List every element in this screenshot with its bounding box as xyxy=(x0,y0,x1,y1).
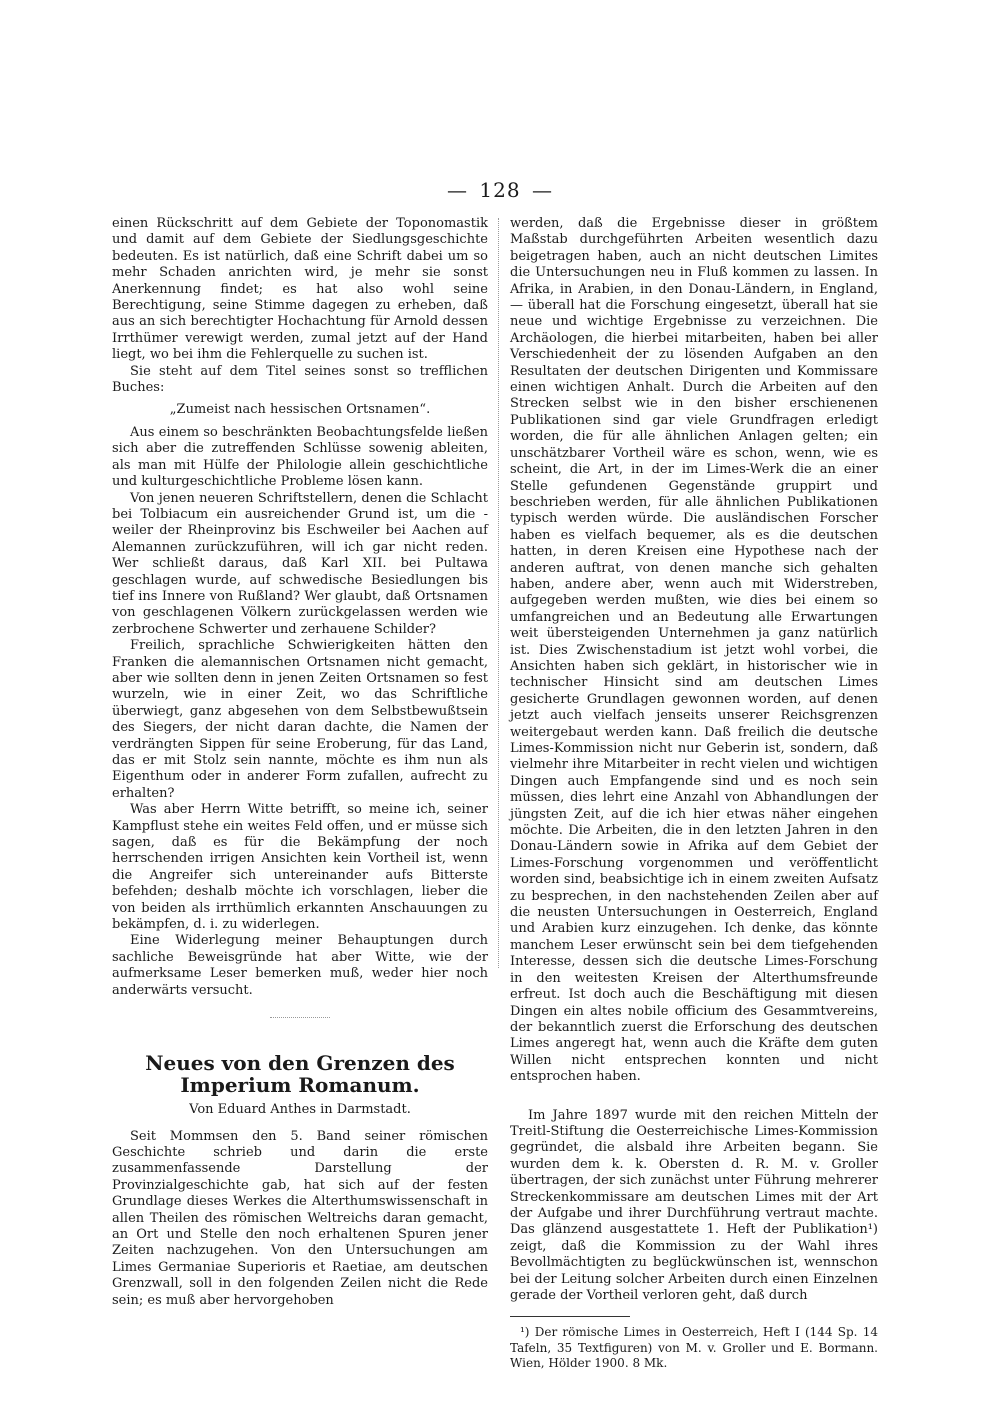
article-heading: Neues von den Grenzen des Imperium Romanum. xyxy=(145,1051,455,1098)
right-paragraph-2: Im Jahre 1897 wurde mit den reichen Mitteln der Treitl-Stiftung die Oesterreichische Limes-Kommission gegründet, die alsbald ihre Arbeiten begann. Sie wurden dem k. k. Obersten d. R. M. v. Groller übertragen, der sich zunächst unter Führung mehrerer Streckenkommissare am deutschen Limes mit der Art der Aufgabe und ihrer Durchführung vertraut machte. Das glänzend ausgestattete 1. Heft der Publikation¹) zeigt, daß die Kommission zu der Wahl ihres Bevollmächtigten zu beglückwünschen ist, wennschon bei der Leitung solcher Arbeiten durch einen Einzelnen gerade der Vortheil verloren geht, daß durch xyxy=(510,1107,878,1303)
left-paragraph-4: Von jenen neueren Schriftstellern, denen die Schlacht bei Tolbiacum ein ausreichender Grund ist, um die -weiler der Rheinprovinz bis Eschweiler bei Aachen auf Alemannen zurückzuführen, will ich gar nicht reden. Wer schließt daraus, daß Karl XII. bei Pultawa geschlagen wurde, auf schwedische Besiedlungen bis tief ins Innere von Rußland? Wer glaubt, daß Ortsnamen von geschlagenen Völkern zurückgelassen werden wie zerbrochene Schwerter und zerhauene Schilder? xyxy=(112,490,488,637)
section-separator xyxy=(270,1017,330,1018)
page-number-value: 128 xyxy=(479,178,521,202)
right-column xyxy=(510,216,878,1372)
page-number: — 128 — xyxy=(447,178,553,202)
left-paragraph-1: einen Rückschritt auf dem Gebiete der Toponomastik und damit auf dem Gebiete der Siedlungsgeschichte bedeuten. Es ist natürlich, daß eine Schrift dabei um so mehr Schaden anrichten wird, je mehr sie sonst Anerkennung findet; es hat also wohl seine Berechtigung, seine Stimme dagegen zu erheben, daß aus an sich berechtigter Hochachtung für Arnold dessen Irrthümer verewigt werden, zumal jetzt auf der Hand liegt, wo bei ihm die Fehlerquelle zu suchen ist. xyxy=(112,216,488,363)
paragraph-spacer xyxy=(510,1086,878,1108)
right-paragraph-1: werden, daß die Ergebnisse dieser in größtem Maßstab durchgeführten Arbeiten wesentlich dazu beigetragen haben, auch an nicht deutschen Limites die Untersuchungen neu in Fluß kommen zu lassen. In Afrika, in Arabien, in den Donau-Ländern, in England, — überall hat die Forschung eingesetzt, überall hat sie neue und wichtige Ergebnisse zu verzeichnen. Die Archäologen, die hierbei mitarbeiten, haben bei aller Verschiedenheit der zu lösenden Aufgaben an den Resultaten der deutschen Dirigenten und Kommissare einen wichtigen Anhalt. Durch die Arbeiten auf den Strecken selbst wie in den bisher erschienenen Publikationen sind gar viele Grundfragen erledigt worden, die für alle ähnlichen Anlagen gelten; ein unschätzbarer Vortheil wäre es schon, wenn, wie es scheint, die Art, in der im Limes-Werk die an einer Stelle gefundenen Gegenstände gruppirt und beschrieben werden, für alle ähnlichen Publikationen typisch werden würde. Die ausländischen Forscher haben es vielfach bequemer, als es die deutschen hatten, in deren Kreisen eine Hypothese nach der anderen auftrat, von denen manche sich gehalten haben, andere aber, wenn auch mit Widerstreben, aufgegeben werden mußten, wie dies bei einem so umfangreichen und an Bedeutung alle Erwartungen weit übersteigenden Unternehmen ja ganz natürlich ist. Dies Zwischenstadium ist jetzt wohl vorbei, die Ansichten haben sich geklärt, in historischer wie in technischer Hinsicht sind am deutschen Limes gesicherte Grundlagen gewonnen worden, auf denen jetzt auch vielfach jenseits unserer Reichsgrenzen weitergebaut werden kann. Daß freilich die deutsche Limes-Kommission nicht nur Geberin ist, sondern, daß vielmehr ihre Mitarbeiter in recht vielen und wichtigen Dingen auch Empfangende sind und es noch sein müssen, dies lehrt eine Anzahl von Abhandlungen der jüngsten Zeit, auf die ich hier etwas näher eingehen möchte. Die Arbeiten, die in den letzten Jahren in den Donau-Ländern sowie in Afrika auf dem Gebiet der Limes-Forschung vorgenommen und veröffentlicht worden sind, beabsichtige ich in einem zweiten Aufsatz zu besprechen, in den nachstehenden Zeilen aber auf die neusten Untersuchungen in Oesterreich, England und Arabien kurz einzugehen. Ich denke, das könnte manchem Leser erwünscht sein bei dem tiefgehenden Interesse, dessen sich die deutsche Limes-Forschung in den weitesten Kreisen der Alterthumsfreunde erfreut. Ist doch auch die Beschäftigung mit diesen Dingen ein altes nobile officium des Gesammtvereins, der bekanntlich zuerst die Erforschung des deutschen Limes angeregt hat, wenn auch die Kräfte dem guten Willen nicht entsprechen konnten und nicht entsprochen haben. xyxy=(510,216,878,1085)
footnote-rule xyxy=(510,1316,630,1317)
left-paragraph-3: Aus einem so beschränkten Beobachtungsfelde ließen sich aber die zutreffenden Schlüsse sowenig ableiten, als man mit Hülfe der Philologie allein geschichtliche und kulturgeschichtliche Probleme lösen kann. xyxy=(112,424,488,490)
left-paragraph-5: Freilich, sprachliche Schwierigkeiten hätten den Franken die alemannischen Ortsnamen nicht gemacht, aber wie sollten denn in jenen Zeiten Ortsnamen so fest wurzeln, wie in einer Zeit, wo das Schriftliche überwiegt, ganz abgesehen von dem Selbstbewußtsein des Siegers, der nicht daran dachte, die Namen der verdrängten Sippen für seine Eroberung, für das Land, das er mit Stolz sein nannte, möchte es ihm nun als Eigenthum oder in anderer Form zufallen, aufrecht zu erhalten? xyxy=(112,638,488,801)
article-author: Von Eduard Anthes in Darmstadt. xyxy=(189,1102,411,1118)
left-paragraph-7: Eine Widerlegung meiner Behauptungen durch sachliche Beweisgründe hat aber Witte, wie der aufmerksame Leser bemerken muß, weder hier noch anderwärts versucht. xyxy=(112,933,488,998)
left-paragraph-2: Sie steht auf dem Titel seines sonst so trefflichen Buches: xyxy=(112,363,488,396)
left-paragraph-6: Was aber Herrn Witte betrifft, so meine ich, seiner Kampflust stehe ein weites Feld offen, und er müsse sich sagen, daß es für die Bekämpfung der noch herrschenden irrigen Ansichten kein Vortheil ist, wenn die Angreifer sich untereinander aufs Bitterste befehden; deshalb möchte ich vorschlagen, lieber die von beiden als irrthümlich erkannten Anschauungen zu bekämpfen, d. i. zu widerlegen. xyxy=(112,802,488,933)
left-paragraph-8: Seit Mommsen den 5. Band seiner römischen Geschichte schrieb und darin die erste zusammenfassende Darstellung der Provinzialgeschichte gab, hat sich auf der festen Grundlage dieses Werkes die Alterthumswissenschaft in allen Theilen des römischen Weltreichs daran gemacht, an Ort und Stelle den noch erhaltenen Spuren jener Zeiten nachzugehen. Von den Untersuchungen am Limes Germaniae Superioris et Raetiae, am deutschen Grenzwall, soll in den folgenden Zeilen nicht die Rede sein; es muß aber hervorgehoben xyxy=(112,1128,488,1308)
footnote: ¹) Der römische Limes in Oesterreich, Heft I (144 Sp. 14 Tafeln, 35 Textfiguren) von M. v. Groller und E. Bormann. Wien, Hölder 1900. 8 Mk. xyxy=(510,1325,878,1371)
left-column xyxy=(112,216,488,1309)
book-title-quote: „Zumeist nach hessischen Ortsnamen“. xyxy=(169,402,431,418)
column-divider xyxy=(498,218,499,968)
